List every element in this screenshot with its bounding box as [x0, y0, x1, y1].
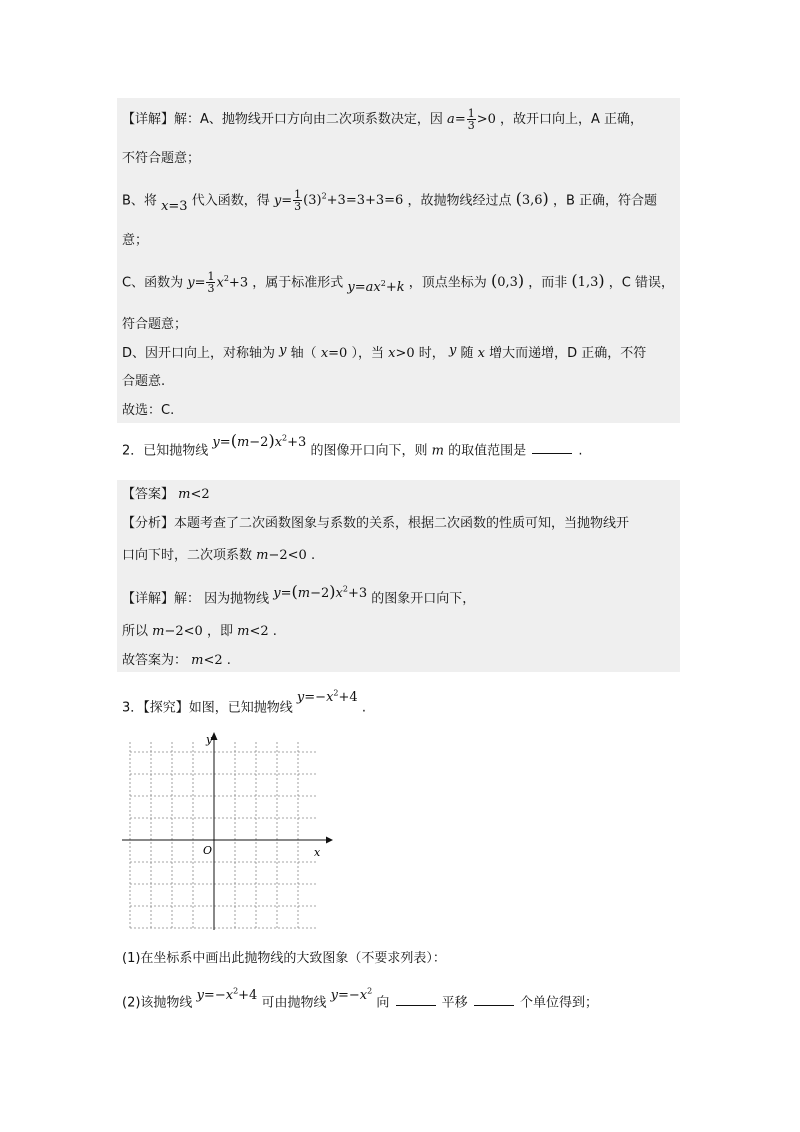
text: 口向下时，二次项系数	[122, 548, 253, 563]
answer-line: 【答案】 m<2	[122, 487, 210, 502]
text: B、将	[122, 193, 157, 209]
text: (2)该抛物线	[122, 995, 193, 1011]
analysis-line-2: 口向下时，二次项系数 m−2<0 .	[122, 548, 316, 563]
text: .	[226, 653, 231, 668]
text: 平移	[441, 995, 468, 1011]
text: ，即	[206, 624, 233, 639]
text: 随	[460, 346, 474, 361]
detail-line-q2: 【详解】解： 因为抛物线 $y=(m-2)x^2+3$ 的图象开口向下，	[122, 582, 476, 607]
solution-block-1	[117, 98, 680, 423]
text: .	[578, 443, 583, 459]
so-line: 所以 m−2<0 ，即 m<2 .	[122, 624, 277, 639]
text: 【详解】解： 因为抛物线	[122, 591, 270, 607]
text: ），当	[351, 346, 384, 361]
text: 的图像开口向下，则	[310, 443, 428, 459]
text: ，C 错误，	[608, 275, 674, 291]
detail-line-4: 意；	[122, 233, 149, 248]
grid-lines	[130, 742, 318, 928]
question-3: 3．【探究】如图，已知抛物线 $y=-x^2+4$ .	[122, 689, 366, 716]
detail-line-8: 合题意.	[122, 374, 166, 389]
text: 3．【探究】如图，已知抛物线	[122, 700, 293, 716]
x-axis-label: x	[314, 846, 321, 859]
text: C、函数为	[122, 275, 184, 291]
text: 时，	[418, 346, 445, 361]
origin-label: O	[203, 844, 213, 857]
text: 轴（	[290, 346, 317, 361]
text: 代入函数，得	[191, 193, 270, 209]
text: 故答案为：	[122, 653, 188, 668]
detail-line-3: B、将 x=3 代入函数，得 y= $\frac{1}{3}$ $(3)^2+3=3+3=6$ ，故抛物线经过点 (3,6) ，B 正确，符合题	[122, 188, 657, 215]
detail-line-5: C、函数为 y= $\frac{1}{3}$ $x^2+3$ ，属于标准形式 $y=ax^2+k$ ，顶点坐标为 (0,3) ，而非 (1,3) ，C 错误，	[122, 270, 674, 296]
detail-line-1: 【详解】解：A、抛物线开口方向由二次项系数决定，因 a= $\frac{1}{3}$ >0 ，故开口向上，A 正确，	[122, 107, 644, 132]
units-blank	[474, 993, 514, 1006]
text: 2．已知抛物线	[122, 443, 209, 459]
text: 【详解】解：A、抛物线开口方向由二次项系数决定，因	[122, 112, 443, 127]
x-axis-arrow	[326, 837, 333, 844]
final-answer-line: 故答案为： m<2 .	[122, 653, 231, 668]
text: 的图象开口向下，	[371, 591, 476, 607]
detail-line-7: D、因开口向上，对称轴为 y 轴（ x=0 ），当 x>0 时， y 随 x 增大而递增，D 正确，不符	[122, 343, 647, 361]
sub-question-1: (1)在坐标系中画出此抛物线的大致图象（不要求列表）：	[122, 951, 446, 966]
text: .	[272, 624, 277, 639]
detail-line-9: 故选：C.	[122, 403, 175, 418]
y-axis-label: y	[206, 733, 213, 746]
coordinate-grid	[118, 732, 338, 932]
direction-blank	[396, 993, 436, 1006]
axes	[122, 734, 326, 930]
sub-question-2: (2)该抛物线 $y=-x^2+4$ 可由抛物线 $y=-x^2$ 向 平移 个单位得到；	[122, 987, 598, 1011]
text: 所以	[122, 624, 149, 639]
text: ，属于标准形式	[252, 275, 344, 291]
text: 向	[376, 995, 390, 1011]
text: 增大而递增，D 正确，不符	[489, 346, 647, 361]
analysis-line: 【分析】本题考查了二次函数图象与系数的关系，根据二次函数的性质可知，当抛物线开	[122, 516, 630, 531]
detail-line-2: 不符合题意；	[122, 151, 201, 166]
text: 【答案】	[122, 487, 175, 502]
text: 个单位得到；	[519, 995, 598, 1011]
question-2: 2．已知抛物线 $y=(m-2)x^2+3$ 的图像开口向下，则 m 的取值范围是 .	[122, 431, 583, 459]
text: .	[361, 700, 366, 716]
solution-block-2	[117, 480, 680, 672]
answer-blank	[532, 441, 572, 454]
text: .	[310, 548, 316, 563]
detail-line-6: 符合题意；	[122, 317, 188, 332]
text: ，而非	[528, 275, 568, 291]
text: ，顶点坐标为	[408, 275, 487, 291]
text: 的取值范围是	[448, 443, 527, 459]
text: ，故开口向上，A 正确，	[500, 112, 644, 127]
text: ，B 正确，符合题	[552, 193, 657, 209]
text: ，故抛物线经过点	[407, 193, 512, 209]
text: D、因开口向上，对称轴为	[122, 346, 276, 361]
text: 可由抛物线	[261, 995, 327, 1011]
